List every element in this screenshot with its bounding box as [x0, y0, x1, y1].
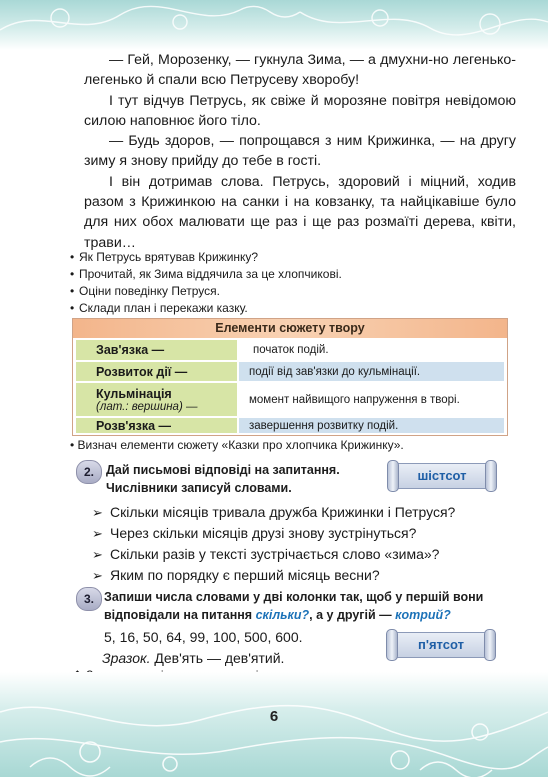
story-paragraph: — Будь здоров, — попрощався з ним Крижинка, — на другу зиму я знову прийду до тебе в гості.: [84, 133, 516, 170]
definition-cell: події від зав'язки до кульмінації.: [239, 362, 504, 381]
plot-elements-table: [72, 318, 508, 436]
arrow-icon: ➢: [92, 547, 103, 562]
list-item: ➢ Яким по порядку є перший місяць весни?: [92, 565, 455, 586]
scroll-banner: [386, 628, 496, 662]
scroll-word: п'ятсот: [418, 637, 464, 652]
story-paragraph: — Гей, Морозенку, — гукнула Зима, — а дмухни-но легенько-легенько й спали всю Петрусеву хворобу!: [84, 52, 516, 89]
reading-questions: [70, 249, 520, 317]
question-word: скільки?: [255, 608, 310, 622]
question-text: Як Петрусь врятував Крижинку?: [79, 250, 259, 264]
bullet-icon: •: [70, 438, 75, 452]
table-row: [76, 340, 504, 360]
list-item: ➢ Скільки разів у тексті зустрічається слово «зима»?: [92, 544, 455, 565]
question-text: Склади план і перекажи казку.: [79, 301, 248, 315]
scroll-banner: [387, 459, 497, 493]
question-text: Прочитай, як Зима віддячила за це хлопчикові.: [79, 267, 342, 281]
header-ornament: [0, 0, 548, 50]
table-row: [76, 418, 504, 433]
story-paragraph: І він дотримав слова. Петрусь, здоровий і міцний, ходив разом з Крижинкою на санки і на ковзанку, та найцікавіше було для них обох малювати ще раз і ще раз розмаїті дерева, квіти, трави…: [84, 173, 516, 251]
story-text: [84, 50, 516, 253]
arrow-icon: ➢: [92, 568, 103, 583]
question-text: Оціни поведінку Петруся.: [79, 284, 221, 298]
task-2-number: 2.: [76, 460, 102, 484]
list-item: [70, 283, 520, 300]
list-item: ➢ Через скільки місяців друзі знову зустрінуться?: [92, 523, 455, 544]
page-number: 6: [269, 708, 279, 725]
term-cell: Кульмінація (лат.: вершина) —: [76, 383, 237, 416]
question-word: котрий?: [395, 608, 451, 622]
task-2-questions: [92, 502, 455, 586]
table-row: [76, 383, 504, 416]
task-2-instructions: Дай письмові відповіді на запитання. Числівники записуй словами.: [106, 463, 340, 495]
bullet-icon: •: [70, 284, 75, 298]
table-row: [76, 362, 504, 381]
task-3-number: 3.: [76, 587, 102, 611]
table-title: Елементи сюжету твору: [73, 319, 507, 338]
definition-cell: завершення розвитку подій.: [239, 418, 504, 433]
definition-cell: момент найвищого напруження в творі.: [239, 383, 504, 416]
definition-cell: початок подій.: [239, 340, 504, 360]
bullet-icon: •: [70, 301, 75, 315]
scroll-word: шістсот: [417, 468, 467, 483]
term-cell: Розв'язка —: [76, 418, 237, 433]
list-item: [70, 266, 520, 283]
bullet-icon: •: [70, 250, 75, 264]
sample-line: Зразок. Дев'ять — дев'ятий.: [102, 650, 285, 666]
task-3-instructions: Запиши числа словами у дві колонки так, щоб у першій вони відповідали на питання скільки?, а у другій — котрий?: [104, 590, 484, 622]
arrow-icon: ➢: [92, 526, 103, 541]
story-paragraph: І тут відчув Петрусь, як свіже й морозяне повітря невідомою силою наповнює його тіло.: [84, 92, 516, 129]
term-cell: Розвиток дії —: [76, 362, 237, 381]
bullet-icon: •: [70, 267, 75, 281]
list-item: [70, 300, 520, 317]
list-item: [70, 249, 520, 266]
list-item: ➢ Скільки місяців тривала дружба Крижинки і Петруся?: [92, 502, 455, 523]
numbers-list: 5, 16, 50, 64, 99, 100, 500, 600.: [104, 629, 303, 645]
arrow-icon: ➢: [92, 505, 103, 520]
term-cell: Зав'язка —: [76, 340, 237, 360]
table-assignment: • Визнач елементи сюжету «Казки про хлопчика Крижинку».: [70, 438, 404, 452]
